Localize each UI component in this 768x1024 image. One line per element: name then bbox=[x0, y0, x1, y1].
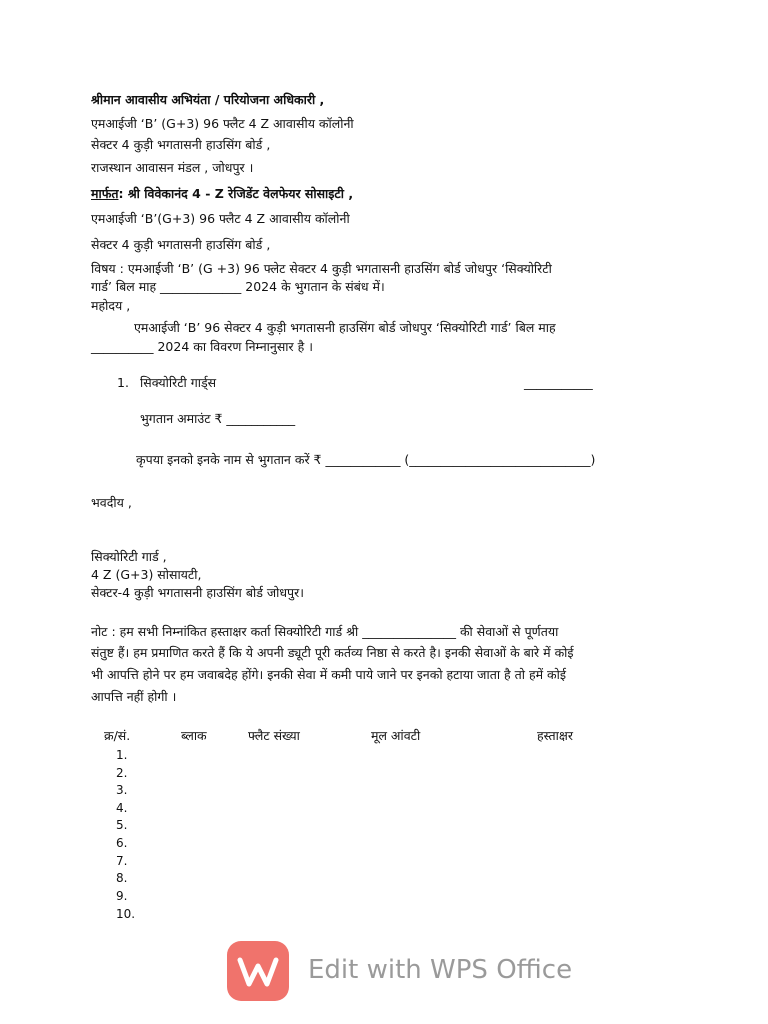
wps-w-icon bbox=[227, 941, 289, 1001]
address-line: राजस्थान आवासन मंडल , जोधपुर । bbox=[91, 160, 254, 175]
wps-edit-banner[interactable] bbox=[227, 941, 573, 1003]
table-header-block: ब्लाक bbox=[181, 728, 207, 743]
table-row-number: 5. bbox=[116, 818, 128, 832]
via-label: मार्फत bbox=[91, 186, 119, 201]
subject-line: गार्ड’ बिल माह _____________ 2024 के भुगतान के संबंध में। bbox=[91, 279, 385, 294]
sender-line: सिक्योरिटी गार्ड , bbox=[91, 549, 167, 564]
addressee-title: श्रीमान आवासीय अभियंता / परियोजना अधिकारी , bbox=[91, 92, 325, 107]
via-line bbox=[91, 186, 353, 203]
table-row-number: 2. bbox=[116, 766, 128, 780]
table-row-number: 8. bbox=[116, 871, 128, 885]
via-name: : श्री विवेकानंद 4 - Z रेजिडेंट वेलफेयर सोसाइटी , bbox=[118, 186, 354, 201]
table-header-allottee: मूल आंवटी bbox=[371, 728, 421, 743]
via-address-line: एमआईजी ‘B’(G+3) 96 फ्लैट 4 Z आवासीय कॉलोनी bbox=[91, 211, 350, 226]
table-header-serial: क्र/सं. bbox=[104, 728, 131, 743]
table-header-signature: हस्ताक्षर bbox=[537, 728, 573, 743]
table-row-number: 6. bbox=[116, 836, 128, 850]
salutation: महोदय , bbox=[91, 298, 131, 313]
table-header-flat-number: फ्लैट संख्या bbox=[248, 728, 300, 743]
table-row-number: 9. bbox=[116, 889, 128, 903]
table-row-number: 10. bbox=[116, 907, 136, 921]
body-line: एमआईजी ‘B’ 96 सेक्टर 4 कुड़ी भगतासनी हाउसिंग बोर्ड जोधपुर ‘सिक्योरिटी गार्ड’ बिल माह bbox=[134, 320, 556, 335]
closing: भवदीय , bbox=[91, 495, 132, 510]
item-number: 1. bbox=[117, 375, 129, 390]
address-line: एमआईजी ‘B’ (G+3) 96 फ्लैट 4 Z आवासीय कॉलोनी bbox=[91, 116, 354, 131]
table-row-number: 3. bbox=[116, 783, 128, 797]
via-address-line: सेक्टर 4 कुड़ी भगतासनी हाउसिंग बोर्ड , bbox=[91, 237, 271, 252]
note-line: संतुष्ट हैं। हम प्रमाणित करते हैं कि ये अपनी ड्यूटी पूरी कर्तव्य निष्ठा से करते है। इनकी सेवाओं के बारे में कोई bbox=[91, 645, 574, 660]
sender-line: 4 Z (G+3) सोसायटी, bbox=[91, 567, 202, 582]
payment-request: कृपया इनको इनके नाम से भुगतान करें ₹ ____________ (_____________________________) bbox=[136, 452, 596, 467]
item-label: सिक्योरिटी गार्ड्स bbox=[140, 375, 217, 390]
sender-line: सेक्टर-4 कुड़ी भगतासनी हाउसिंग बोर्ड जोधपुर। bbox=[91, 585, 305, 600]
payment-amount: भुगतान अमाउंट ₹ ___________ bbox=[140, 411, 296, 426]
body-line: __________ 2024 का विवरण निम्नानुसार है । bbox=[91, 339, 313, 354]
note-line: नोट : हम सभी निम्नांकित हस्ताक्षर कर्ता सिक्योरिटी गार्ड श्री _______________ की सेवाओं से पूर्णतया bbox=[91, 624, 559, 639]
table-row-number: 4. bbox=[116, 801, 128, 815]
item-blank: ___________ bbox=[524, 375, 593, 390]
table-row-number: 1. bbox=[116, 748, 128, 762]
note-line: आपत्ति नहीं होगी । bbox=[91, 689, 177, 704]
subject-line: विषय : एमआईजी ‘B’ (G +3) 96 फ्लेट सेक्टर 4 कुड़ी भगतासनी हाउसिंग बोर्ड जोधपुर ‘सिक्योरिटी bbox=[91, 261, 552, 276]
table-row-number: 7. bbox=[116, 854, 128, 868]
address-line: सेक्टर 4 कुड़ी भगतासनी हाउसिंग बोर्ड , bbox=[91, 137, 271, 152]
note-line: भी आपत्ति होने पर हम जवाबदेह होंगे। इनकी सेवा में कमी पाये जाने पर इनको हटाया जाता है तो हमें कोई bbox=[91, 667, 567, 682]
wps-edit-label[interactable]: Edit with WPS Office bbox=[308, 955, 573, 985]
